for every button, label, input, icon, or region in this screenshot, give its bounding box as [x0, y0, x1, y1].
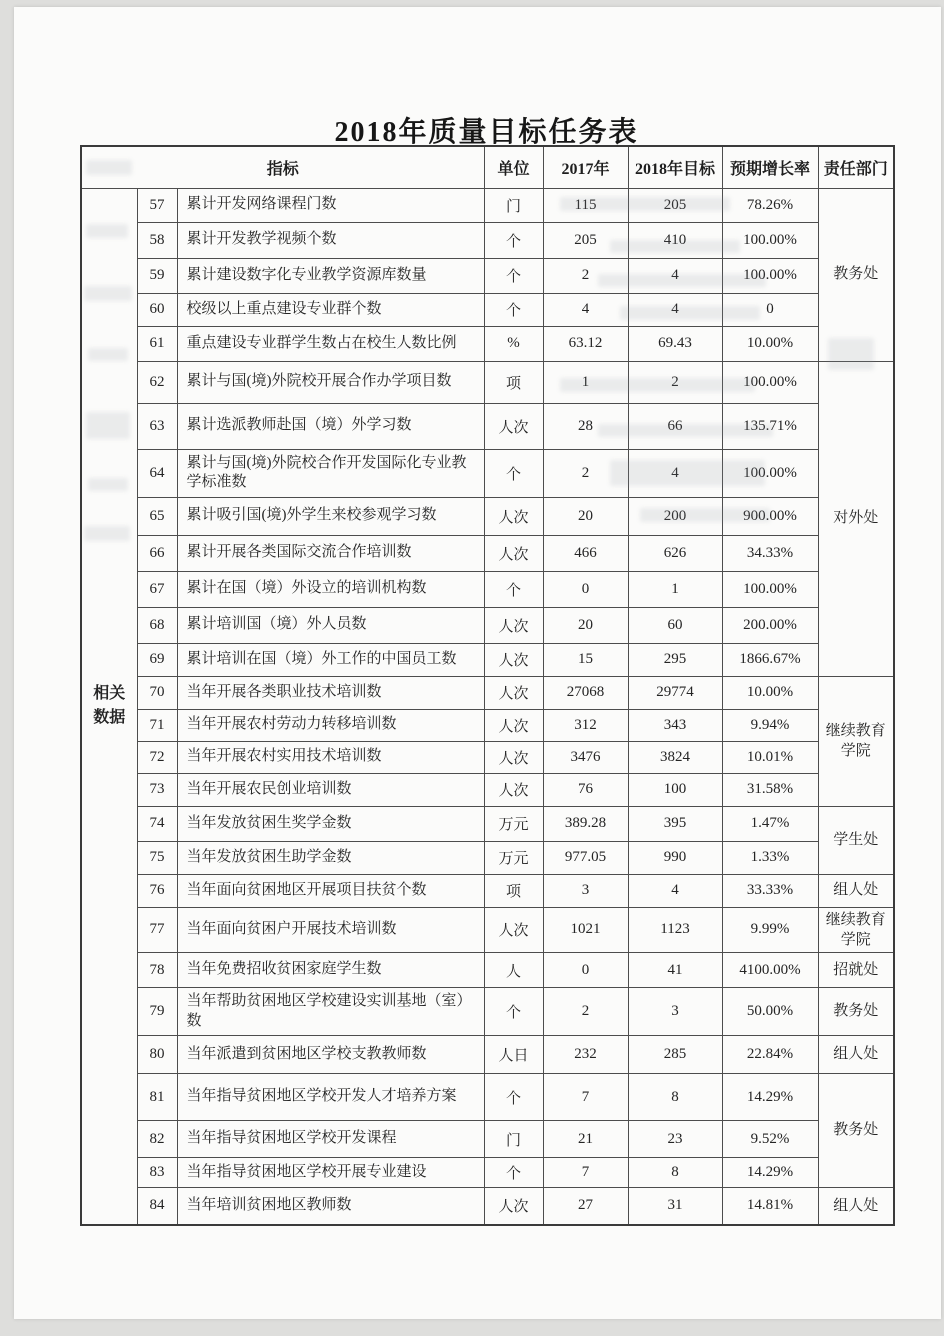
table-row — [81, 258, 894, 293]
value-2018-cell: 990 — [628, 841, 722, 874]
unit-cell: 个 — [484, 571, 543, 607]
growth-cell: 10.00% — [722, 326, 818, 361]
indicator-cell: 当年开展农村实用技术培训数 — [177, 741, 484, 773]
growth-cell: 14.29% — [722, 1158, 818, 1188]
unit-cell: 项 — [484, 361, 543, 403]
indicator-cell: 当年指导贫困地区学校开展专业建设 — [177, 1158, 484, 1188]
row-number-cell: 62 — [137, 361, 177, 403]
value-2018-cell: 29774 — [628, 676, 722, 709]
growth-cell: 14.81% — [722, 1188, 818, 1225]
row-number-cell: 73 — [137, 773, 177, 806]
unit-cell: 人次 — [484, 709, 543, 741]
unit-cell: 项 — [484, 874, 543, 907]
department-cell: 教务处 — [818, 988, 894, 1036]
growth-cell: 34.33% — [722, 535, 818, 571]
row-number-cell: 63 — [137, 403, 177, 449]
growth-cell: 200.00% — [722, 607, 818, 643]
value-2018-cell: 41 — [628, 953, 722, 988]
indicator-cell: 当年面向贫困户开展技术培训数 — [177, 907, 484, 953]
row-number-cell: 79 — [137, 988, 177, 1036]
indicator-cell: 当年指导贫困地区学校开发人才培养方案 — [177, 1074, 484, 1121]
department-cell: 招就处 — [818, 953, 894, 988]
unit-cell: 个 — [484, 449, 543, 497]
row-number-cell: 65 — [137, 497, 177, 535]
table-row — [81, 293, 894, 326]
header-responsible-dept: 责任部门 — [818, 146, 894, 188]
department-cell: 继续教育学院 — [818, 676, 894, 806]
growth-cell: 10.00% — [722, 676, 818, 709]
growth-cell: 9.52% — [722, 1121, 818, 1158]
value-2018-cell: 23 — [628, 1121, 722, 1158]
table-row — [81, 403, 894, 449]
growth-cell: 0 — [722, 293, 818, 326]
table-row — [81, 188, 894, 222]
indicator-cell: 累计在国（境）外设立的培训机构数 — [177, 571, 484, 607]
unit-cell: 人次 — [484, 741, 543, 773]
growth-cell: 9.99% — [722, 907, 818, 953]
value-2017-cell: 312 — [543, 709, 628, 741]
value-2018-cell: 1 — [628, 571, 722, 607]
table-row — [81, 326, 894, 361]
growth-cell: 31.58% — [722, 773, 818, 806]
table-row — [81, 1121, 894, 1158]
value-2017-cell: 466 — [543, 535, 628, 571]
value-2017-cell: 4 — [543, 293, 628, 326]
unit-cell: 人次 — [484, 403, 543, 449]
table-row — [81, 773, 894, 806]
value-2018-cell: 69.43 — [628, 326, 722, 361]
indicator-cell: 当年帮助贫困地区学校建设实训基地（室）数 — [177, 988, 484, 1036]
value-2017-cell: 20 — [543, 497, 628, 535]
table-row — [81, 571, 894, 607]
value-2017-cell: 63.12 — [543, 326, 628, 361]
value-2018-cell: 343 — [628, 709, 722, 741]
indicator-cell: 累计开发教学视频个数 — [177, 222, 484, 258]
value-2018-cell: 200 — [628, 497, 722, 535]
table-row — [81, 709, 894, 741]
value-2018-cell: 410 — [628, 222, 722, 258]
table-row — [81, 1074, 894, 1121]
row-number-cell: 67 — [137, 571, 177, 607]
table-row — [81, 607, 894, 643]
group-label: 相关数据 — [93, 685, 126, 726]
indicator-cell: 累计培训在国（境）外工作的中国员工数 — [177, 643, 484, 676]
indicator-cell: 当年面向贫困地区开展项目扶贫个数 — [177, 874, 484, 907]
growth-cell: 50.00% — [722, 988, 818, 1036]
value-2017-cell: 7 — [543, 1158, 628, 1188]
indicator-cell: 当年发放贫困生助学金数 — [177, 841, 484, 874]
value-2017-cell: 1 — [543, 361, 628, 403]
value-2017-cell: 15 — [543, 643, 628, 676]
unit-cell: 人次 — [484, 676, 543, 709]
unit-cell: 个 — [484, 222, 543, 258]
growth-cell: 100.00% — [722, 571, 818, 607]
value-2018-cell: 3 — [628, 988, 722, 1036]
unit-cell: 人次 — [484, 907, 543, 953]
unit-cell: 门 — [484, 188, 543, 222]
table-row — [81, 841, 894, 874]
value-2018-cell: 4 — [628, 874, 722, 907]
value-2018-cell: 285 — [628, 1036, 722, 1074]
table-row — [81, 741, 894, 773]
value-2017-cell: 76 — [543, 773, 628, 806]
row-number-cell: 61 — [137, 326, 177, 361]
value-2017-cell: 0 — [543, 953, 628, 988]
unit-cell: 个 — [484, 1158, 543, 1188]
row-number-cell: 66 — [137, 535, 177, 571]
growth-cell: 100.00% — [722, 222, 818, 258]
growth-cell: 78.26% — [722, 188, 818, 222]
table-row — [81, 953, 894, 988]
value-2018-cell: 8 — [628, 1158, 722, 1188]
department-cell: 学生处 — [818, 806, 894, 874]
row-number-cell: 82 — [137, 1121, 177, 1158]
table-row — [81, 806, 894, 841]
value-2018-cell: 395 — [628, 806, 722, 841]
unit-cell: 个 — [484, 988, 543, 1036]
unit-cell: 人次 — [484, 607, 543, 643]
header-2017: 2017年 — [543, 146, 628, 188]
row-number-cell: 60 — [137, 293, 177, 326]
growth-cell: 100.00% — [722, 449, 818, 497]
value-2017-cell: 28 — [543, 403, 628, 449]
value-2018-cell: 31 — [628, 1188, 722, 1225]
unit-cell: % — [484, 326, 543, 361]
row-number-cell: 69 — [137, 643, 177, 676]
row-number-cell: 58 — [137, 222, 177, 258]
table-row — [81, 874, 894, 907]
value-2018-cell: 1123 — [628, 907, 722, 953]
indicator-cell: 当年开展农村劳动力转移培训数 — [177, 709, 484, 741]
table-row — [81, 222, 894, 258]
table-row — [81, 988, 894, 1036]
value-2017-cell: 389.28 — [543, 806, 628, 841]
unit-cell: 人日 — [484, 1036, 543, 1074]
row-number-cell: 80 — [137, 1036, 177, 1074]
value-2017-cell: 232 — [543, 1036, 628, 1074]
table-row — [81, 1158, 894, 1188]
value-2018-cell: 3824 — [628, 741, 722, 773]
table-row — [81, 1188, 894, 1225]
value-2018-cell: 2 — [628, 361, 722, 403]
value-2018-cell: 4 — [628, 258, 722, 293]
indicator-cell: 当年指导贫困地区学校开发课程 — [177, 1121, 484, 1158]
value-2017-cell: 2 — [543, 988, 628, 1036]
value-2017-cell: 3 — [543, 874, 628, 907]
indicator-cell: 校级以上重点建设专业群个数 — [177, 293, 484, 326]
indicator-cell: 累计选派教师赴国（境）外学习数 — [177, 403, 484, 449]
indicator-cell: 累计与国(境)外院校合作开发国际化专业教学标准数 — [177, 449, 484, 497]
growth-cell: 4100.00% — [722, 953, 818, 988]
unit-cell: 人 — [484, 953, 543, 988]
unit-cell: 万元 — [484, 806, 543, 841]
unit-cell: 个 — [484, 1074, 543, 1121]
row-number-cell: 76 — [137, 874, 177, 907]
header-expected-growth: 预期增长率 — [722, 146, 818, 188]
table-row — [81, 907, 894, 953]
value-2017-cell: 1021 — [543, 907, 628, 953]
table-row — [81, 361, 894, 403]
value-2017-cell: 21 — [543, 1121, 628, 1158]
unit-cell: 人次 — [484, 643, 543, 676]
related-data-group-cell — [81, 188, 137, 1225]
department-cell: 对外处 — [818, 361, 894, 676]
value-2018-cell: 626 — [628, 535, 722, 571]
growth-cell: 900.00% — [722, 497, 818, 535]
row-number-cell: 84 — [137, 1188, 177, 1225]
row-number-cell: 77 — [137, 907, 177, 953]
indicator-cell: 累计开发网络课程门数 — [177, 188, 484, 222]
table-row — [81, 497, 894, 535]
row-number-cell: 78 — [137, 953, 177, 988]
header-unit: 单位 — [484, 146, 543, 188]
header-2018-target: 2018年目标 — [628, 146, 722, 188]
indicator-cell: 累计培训国（境）外人员数 — [177, 607, 484, 643]
table-row — [81, 535, 894, 571]
indicator-cell: 累计吸引国(境)外学生来校参观学习数 — [177, 497, 484, 535]
indicator-cell: 当年开展农民创业培训数 — [177, 773, 484, 806]
department-cell: 组人处 — [818, 1036, 894, 1074]
value-2018-cell: 66 — [628, 403, 722, 449]
growth-cell: 1.47% — [722, 806, 818, 841]
growth-cell: 33.33% — [722, 874, 818, 907]
indicator-cell: 当年开展各类职业技术培训数 — [177, 676, 484, 709]
row-number-cell: 68 — [137, 607, 177, 643]
row-number-cell: 72 — [137, 741, 177, 773]
row-number-cell: 70 — [137, 676, 177, 709]
indicator-cell: 当年培训贫困地区教师数 — [177, 1188, 484, 1225]
value-2017-cell: 3476 — [543, 741, 628, 773]
table-row — [81, 676, 894, 709]
growth-cell: 1.33% — [722, 841, 818, 874]
unit-cell: 人次 — [484, 535, 543, 571]
unit-cell: 人次 — [484, 1188, 543, 1225]
growth-cell: 100.00% — [722, 361, 818, 403]
value-2017-cell: 115 — [543, 188, 628, 222]
growth-cell: 14.29% — [722, 1074, 818, 1121]
indicator-cell: 当年免费招收贫困家庭学生数 — [177, 953, 484, 988]
row-number-cell: 74 — [137, 806, 177, 841]
row-number-cell: 83 — [137, 1158, 177, 1188]
unit-cell: 万元 — [484, 841, 543, 874]
value-2018-cell: 8 — [628, 1074, 722, 1121]
indicator-cell: 重点建设专业群学生数占在校生人数比例 — [177, 326, 484, 361]
growth-cell: 10.01% — [722, 741, 818, 773]
indicator-cell: 当年发放贫困生奖学金数 — [177, 806, 484, 841]
growth-cell: 100.00% — [722, 258, 818, 293]
unit-cell: 门 — [484, 1121, 543, 1158]
row-number-cell: 64 — [137, 449, 177, 497]
row-number-cell: 57 — [137, 188, 177, 222]
value-2018-cell: 100 — [628, 773, 722, 806]
value-2018-cell: 4 — [628, 449, 722, 497]
growth-cell: 22.84% — [722, 1036, 818, 1074]
growth-cell: 9.94% — [722, 709, 818, 741]
value-2017-cell: 27 — [543, 1188, 628, 1225]
table-row — [81, 449, 894, 497]
unit-cell: 个 — [484, 258, 543, 293]
value-2018-cell: 60 — [628, 607, 722, 643]
row-number-cell: 71 — [137, 709, 177, 741]
value-2018-cell: 4 — [628, 293, 722, 326]
growth-cell: 135.71% — [722, 403, 818, 449]
value-2017-cell: 7 — [543, 1074, 628, 1121]
page-title: 2018年质量目标任务表 — [334, 117, 639, 148]
unit-cell: 个 — [484, 293, 543, 326]
value-2018-cell: 205 — [628, 188, 722, 222]
indicator-cell: 累计与国(境)外院校开展合作办学项目数 — [177, 361, 484, 403]
header-indicator: 指标 — [81, 146, 484, 188]
value-2017-cell: 2 — [543, 449, 628, 497]
table-row — [81, 1036, 894, 1074]
department-cell: 组人处 — [818, 874, 894, 907]
value-2018-cell: 295 — [628, 643, 722, 676]
value-2017-cell: 205 — [543, 222, 628, 258]
department-cell: 教务处 — [818, 1074, 894, 1188]
header-row — [81, 146, 894, 188]
growth-cell: 1866.67% — [722, 643, 818, 676]
value-2017-cell: 27068 — [543, 676, 628, 709]
value-2017-cell: 0 — [543, 571, 628, 607]
row-number-cell: 81 — [137, 1074, 177, 1121]
unit-cell: 人次 — [484, 773, 543, 806]
indicator-cell: 累计开展各类国际交流合作培训数 — [177, 535, 484, 571]
quality-targets-table — [80, 145, 895, 1226]
value-2017-cell: 977.05 — [543, 841, 628, 874]
indicator-cell: 累计建设数字化专业教学资源库数量 — [177, 258, 484, 293]
table-row — [81, 643, 894, 676]
row-number-cell: 59 — [137, 258, 177, 293]
unit-cell: 人次 — [484, 497, 543, 535]
value-2017-cell: 20 — [543, 607, 628, 643]
value-2017-cell: 2 — [543, 258, 628, 293]
department-cell: 教务处 — [818, 188, 894, 361]
row-number-cell: 75 — [137, 841, 177, 874]
department-cell: 组人处 — [818, 1188, 894, 1225]
department-cell: 继续教育学院 — [818, 907, 894, 953]
indicator-cell: 当年派遣到贫困地区学校支教教师数 — [177, 1036, 484, 1074]
